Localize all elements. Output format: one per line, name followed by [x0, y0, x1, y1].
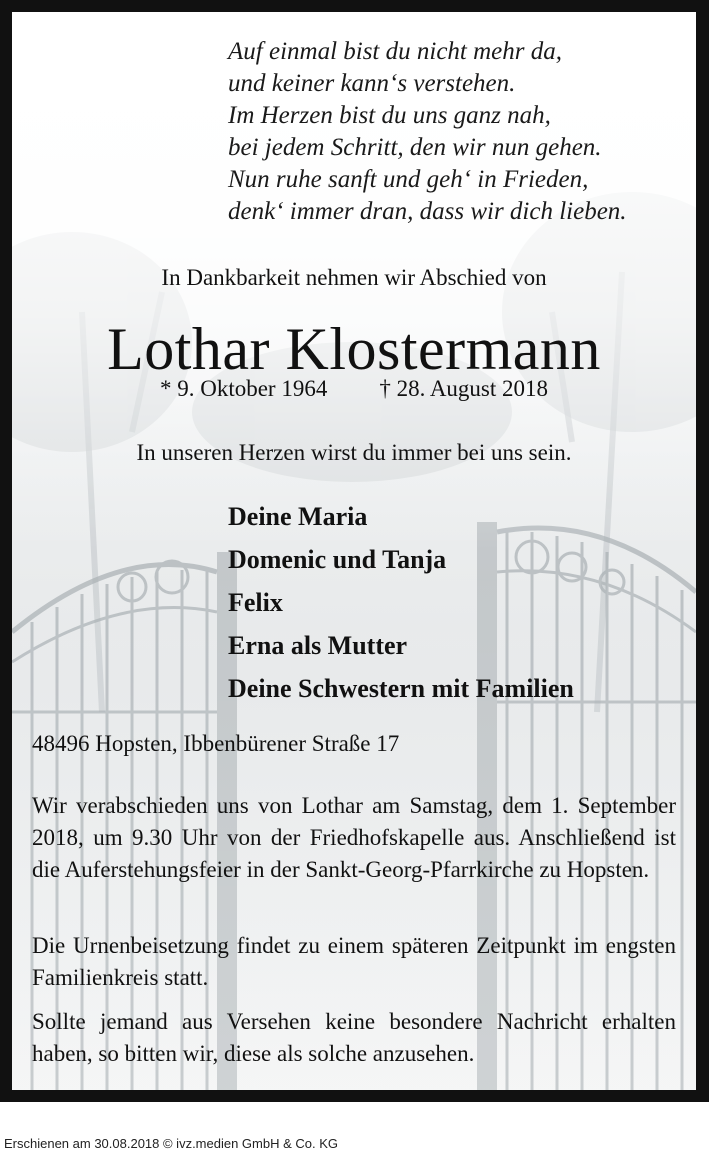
poem-line: denk‘ immer dran, dass wir dich lieben.: [228, 198, 627, 225]
publication-footer: Erschienen am 30.08.2018 © ivz.medien GmbH & Co. KG: [4, 1136, 339, 1151]
notice-content: [12, 12, 696, 1090]
poem-line: und keiner kann‘s verstehen.: [228, 70, 516, 97]
mourners-list: [228, 495, 574, 710]
mourner: Felix: [228, 588, 283, 617]
poem-line: Nun ruhe sanft und geh‘ in Frieden,: [228, 166, 589, 193]
notice-panel: [12, 12, 696, 1090]
intro-text: In Dankbarkeit nehmen wir Abschied von: [161, 265, 547, 290]
mourner: Erna als Mutter: [228, 631, 408, 660]
poem-line: Auf einmal bist du nicht mehr da,: [228, 38, 562, 65]
poem-line: bei jedem Schritt, den wir nun gehen.: [228, 134, 602, 161]
notification-note: Sollte jemand aus Versehen keine besondere Nachricht erhalten haben, so bitten wir, diese als solche anzusehen.: [32, 1009, 676, 1066]
mourner: Deine Maria: [228, 502, 368, 531]
birth-date: * 9. Oktober 1964: [159, 376, 328, 401]
funeral-details: Wir verabschieden uns von Lothar am Samstag, dem 1. September 2018, um 9.30 Uhr von der Friedhofskapelle aus. Anschließend ist die Auferstehungsfeier in der Sankt-Georg-Pfarrkirche zu Hopsten.: [32, 793, 676, 882]
deceased-name: Lothar Klostermann: [107, 316, 601, 382]
address: 48496 Hopsten, Ibbenbürener Straße 17: [32, 731, 400, 756]
poem: [228, 36, 627, 228]
motto: In unseren Herzen wirst du immer bei uns sein.: [136, 440, 572, 465]
life-dates: [12, 375, 696, 403]
poem-line: Im Herzen bist du uns ganz nah,: [228, 102, 551, 129]
death-date: † 28. August 2018: [379, 376, 549, 401]
mourner: Deine Schwestern mit Familien: [228, 674, 574, 703]
mourner: Domenic und Tanja: [228, 545, 447, 574]
urn-burial-note: Die Urnenbeisetzung findet zu einem späteren Zeitpunkt im engsten Familienkreis statt.: [32, 933, 676, 990]
